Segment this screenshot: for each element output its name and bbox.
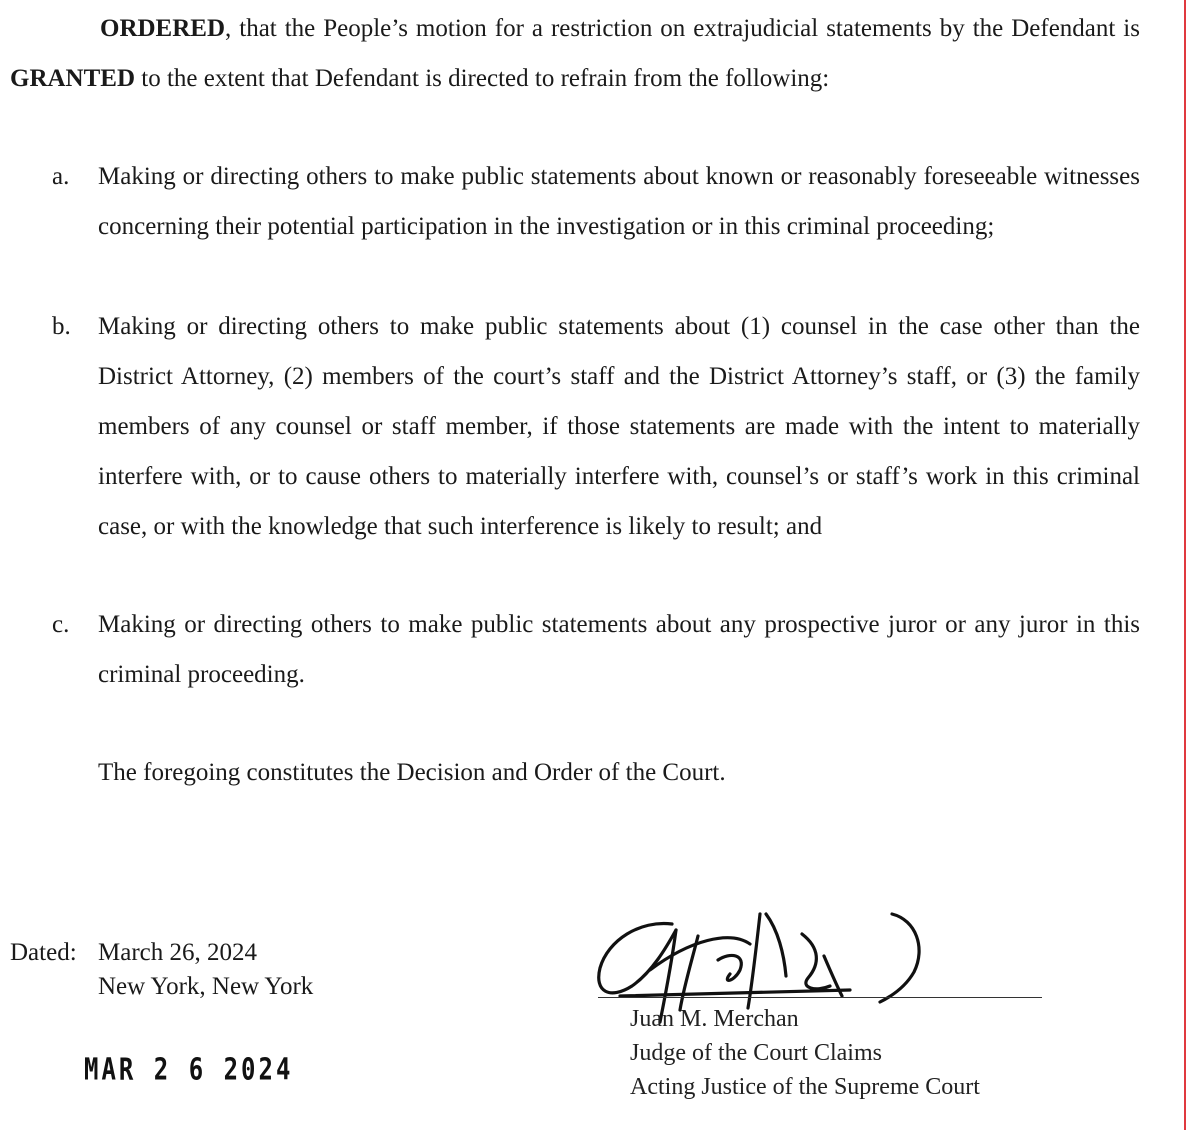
ordered-heading: ORDERED xyxy=(100,15,226,42)
dated-block xyxy=(10,936,313,1004)
granted-word: GRANTED xyxy=(10,65,136,92)
margin-rule xyxy=(1184,0,1186,1130)
item-letter: c. xyxy=(52,611,70,638)
signer-block xyxy=(630,1002,980,1104)
signature-line xyxy=(598,997,1042,998)
list-item-b xyxy=(52,302,1140,552)
item-letter: b. xyxy=(52,313,71,340)
item-text: Making or directing others to make public statements about known or reasonably foreseeable witnesses concerning their potential participation in the investigation or in this criminal proceeding; xyxy=(98,163,1140,240)
opening-paragraph xyxy=(10,4,1140,104)
item-text: Making or directing others to make public statements about any prospective juror or any juror in this criminal proceeding. xyxy=(98,611,1140,688)
dated-place: New York, New York xyxy=(98,973,314,1000)
item-letter: a. xyxy=(52,163,70,190)
closing-statement: The foregoing constitutes the Decision and Order of the Court. xyxy=(98,759,726,786)
dated-date: March 26, 2024 xyxy=(98,939,257,966)
signer-title-2: Acting Justice of the Supreme Court xyxy=(630,1074,980,1100)
list-item-a xyxy=(52,152,1140,252)
opening-text-1: , that the People’s motion for a restriction on extrajudicial statements by the Defendant is xyxy=(225,15,1140,42)
date-stamp: MAR 2 6 2024 xyxy=(84,1052,294,1087)
list-item-c xyxy=(52,600,1140,700)
dated-label: Dated: xyxy=(10,939,77,966)
signer-title-1: Judge of the Court Claims xyxy=(630,1040,882,1066)
opening-text-2: to the extent that Defendant is directed to refrain from the following: xyxy=(135,65,830,92)
signer-name: Juan M. Merchan xyxy=(630,1006,799,1032)
item-text: Making or directing others to make public statements about (1) counsel in the case other than the District Attorney, (2) members of the court’s staff and the District Attorney’s staff, or (3) the family members of any counsel or staff member, if those statements are made with the intent to materially interfere with, or to cause others to materially interfere with, counsel’s or staff’s work in this criminal case, or with the knowledge that such interference is likely to result; and xyxy=(98,313,1140,540)
